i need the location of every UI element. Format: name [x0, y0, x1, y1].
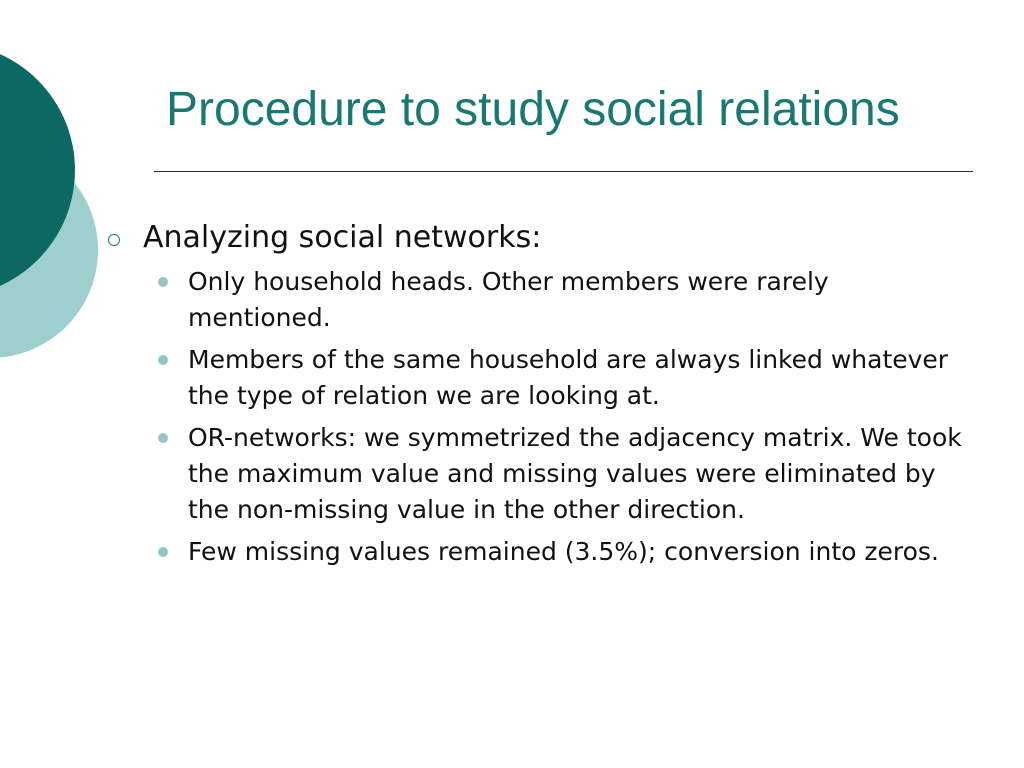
main-bullet-point — [106, 218, 986, 258]
title-divider — [154, 171, 973, 172]
sub-bullet-item — [106, 420, 986, 528]
sub-bullet-item — [106, 264, 986, 336]
slide-content — [106, 218, 986, 576]
hollow-circle-icon — [108, 234, 120, 246]
sub-bullet-item — [106, 534, 986, 570]
dot-icon — [158, 433, 168, 443]
sub-bullet-item — [106, 342, 986, 414]
dot-icon — [158, 277, 168, 287]
slide-title: Procedure to study social relations — [166, 83, 900, 136]
decorative-circles — [0, 0, 110, 420]
dot-icon — [158, 547, 168, 557]
sub-bullet-list — [106, 264, 986, 570]
sub-bullet-text: Only household heads. Other members were rarely mentioned. — [188, 267, 829, 332]
sub-bullet-text: Members of the same household are always linked whatever the type of relation we are looking at. — [188, 345, 949, 410]
dot-icon — [158, 355, 168, 365]
main-bullet-text: Analyzing social networks: — [143, 220, 542, 255]
sub-bullet-text: OR-networks: we symmetrized the adjacency matrix. We took the maximum value and missing values were eliminated by the non-missing value in the other direction. — [188, 423, 962, 524]
sub-bullet-text: Few missing values remained (3.5%); conversion into zeros. — [188, 537, 939, 566]
